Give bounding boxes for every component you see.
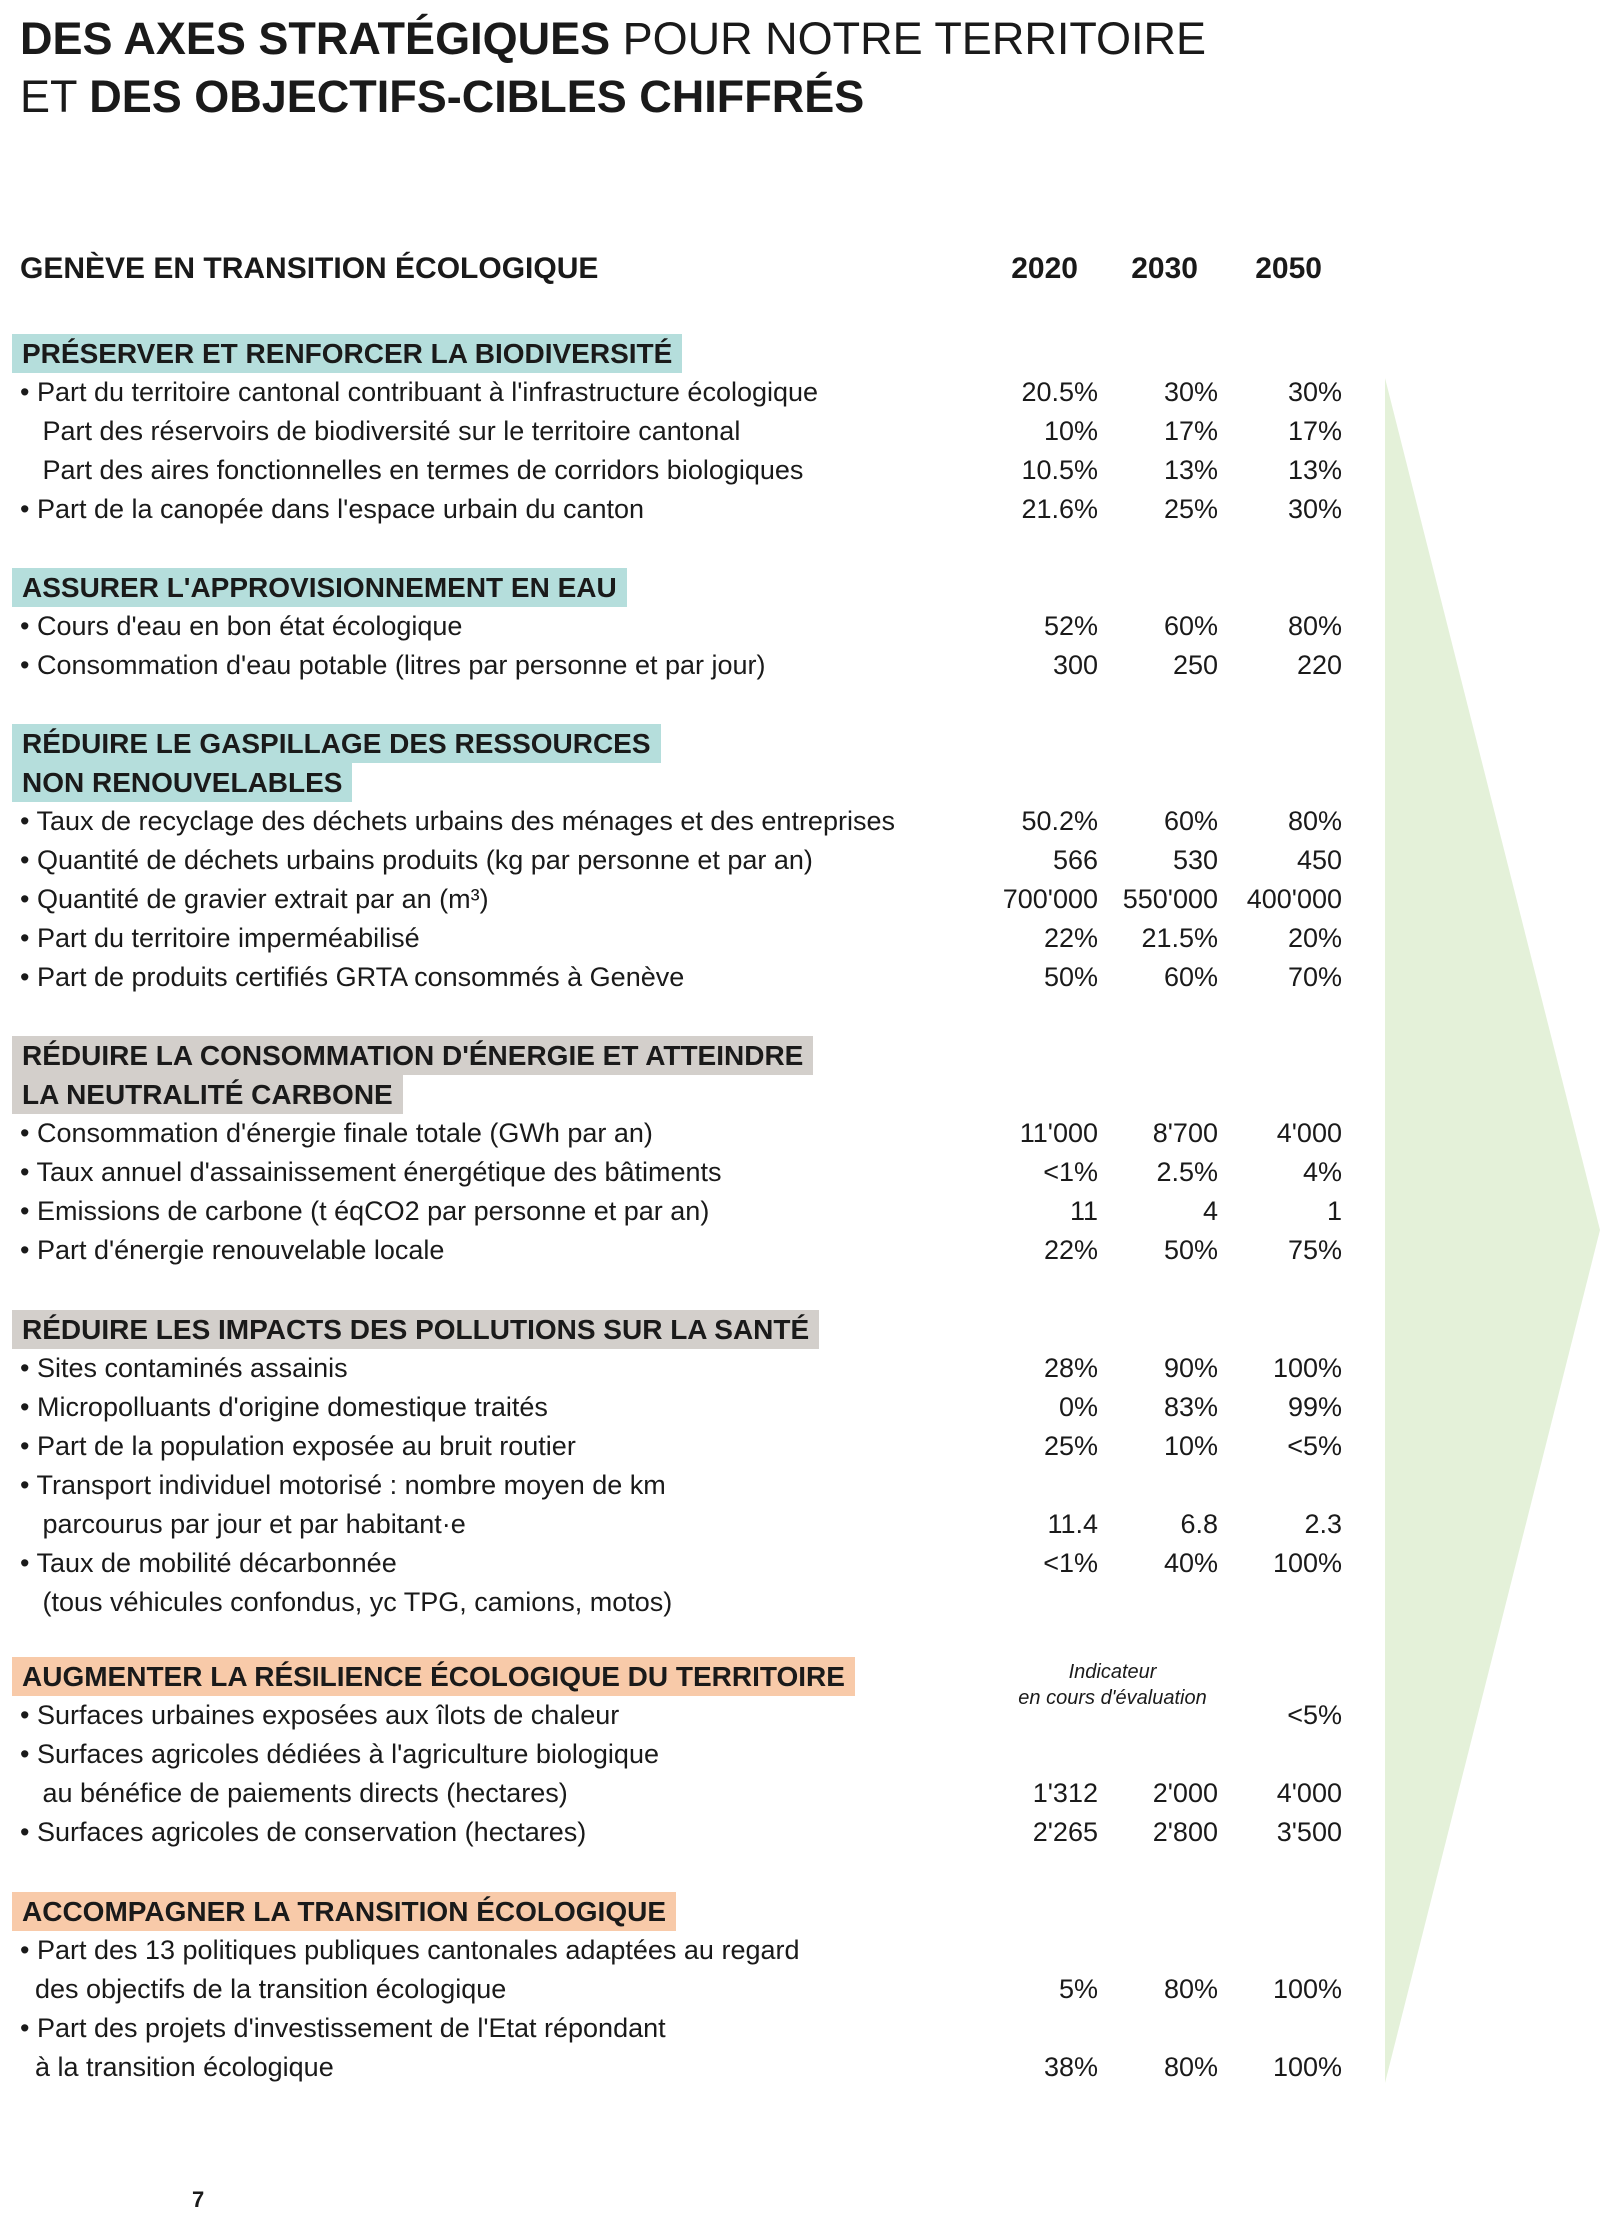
indicator-row: [20, 490, 1340, 529]
year-2030: 2030: [1131, 252, 1198, 285]
value-2020: <1%: [1043, 1157, 1098, 1187]
indicator-row: [20, 919, 1340, 958]
value-2030: 50%: [1163, 1235, 1218, 1265]
value-2050: 20%: [1287, 923, 1342, 953]
indicator-row: [20, 1583, 1340, 1622]
indicator-row: [20, 1349, 1340, 1388]
indicator-row: [20, 1192, 1340, 1231]
value-2050: 4'000: [1276, 1778, 1342, 1808]
value-2020: <1%: [1043, 1548, 1098, 1578]
indicator-label: Part des aires fonctionnelles en termes de corridors biologiques: [20, 455, 804, 485]
value-2050: 80%: [1287, 611, 1342, 641]
indicator-row: [20, 958, 1340, 997]
indicator-row: [20, 1388, 1340, 1427]
indicator-label: • Taux de mobilité décarbonnée: [20, 1548, 397, 1578]
title-bold-1: DES AXES STRATÉGIQUES: [20, 13, 611, 64]
value-2030: 17%: [1163, 416, 1218, 446]
indicator-label: • Consommation d'énergie finale totale (GWh par an): [20, 1118, 653, 1148]
note-line: Indicateur: [1068, 1661, 1157, 1683]
value-2030: 83%: [1163, 1392, 1218, 1422]
year-2020: 2020: [1011, 252, 1078, 285]
value-2030: 4: [1202, 1196, 1218, 1226]
value-2050: 75%: [1287, 1235, 1342, 1265]
value-2050: <5%: [1287, 1700, 1342, 1730]
title-pre-2: ET: [20, 71, 90, 122]
indicator-label: • Cours d'eau en bon état écologique: [20, 611, 463, 641]
value-2020: 38%: [1043, 2052, 1098, 2082]
indicator-row: [20, 2048, 1340, 2087]
value-2050: 100%: [1272, 1548, 1342, 1578]
indicator-label: • Part des projets d'investissement de l'Etat répondant: [20, 2013, 666, 2043]
indicator-label: • Part des 13 politiques publiques cantonales adaptées au regard: [20, 1935, 800, 1965]
title-bold-2: DES OBJECTIFS-CIBLES CHIFFRÉS: [89, 71, 865, 122]
value-2030: 2'000: [1152, 1778, 1218, 1808]
indicator-row: [20, 1813, 1340, 1852]
value-2030: 30%: [1163, 377, 1218, 407]
value-2030: 2'800: [1152, 1817, 1218, 1847]
value-2020: 2'265: [1032, 1817, 1098, 1847]
value-2050: 4'000: [1276, 1118, 1342, 1148]
value-2030: 40%: [1163, 1548, 1218, 1578]
indicator-label: au bénéfice de paiements directs (hectares): [20, 1778, 568, 1808]
indicator-row: [20, 1153, 1340, 1192]
value-2050: 1: [1326, 1196, 1342, 1226]
indicator-row: [20, 1231, 1340, 1270]
value-2020: 52%: [1043, 611, 1098, 641]
indicator-label: Part des réservoirs de biodiversité sur le territoire cantonal: [20, 416, 741, 446]
indicator-row: [20, 451, 1340, 490]
indicator-row: [20, 1696, 1340, 1735]
value-2030: 530: [1172, 845, 1218, 875]
value-2030: 8'700: [1152, 1118, 1218, 1148]
indicator-label: des objectifs de la transition écologique: [20, 1974, 507, 2004]
year-2050: 2050: [1255, 252, 1322, 285]
value-2050: 13%: [1287, 455, 1342, 485]
indicator-label: • Part de la population exposée au bruit routier: [20, 1431, 576, 1461]
value-2050: 100%: [1272, 1353, 1342, 1383]
indicator-label: • Consommation d'eau potable (litres par personne et par jour): [20, 650, 766, 680]
value-2020: 566: [1052, 845, 1098, 875]
indicator-row: [20, 1931, 1340, 1970]
indicator-row: [20, 1970, 1340, 2009]
indicator-label: • Surfaces agricoles de conservation (hectares): [20, 1817, 587, 1847]
section-heading: RÉDUIRE LA CONSOMMATION D'ÉNERGIE ET ATTEINDRE: [12, 1036, 813, 1075]
value-2020: 300: [1052, 650, 1098, 680]
value-2050: 17%: [1287, 416, 1342, 446]
value-2020: 22%: [1043, 1235, 1098, 1265]
value-2030: 80%: [1163, 1974, 1218, 2004]
value-2030: 250: [1172, 650, 1218, 680]
value-2020: 11: [1069, 1196, 1098, 1226]
indicator-label: • Emissions de carbone (t éqCO2 par personne et par an): [20, 1196, 710, 1226]
value-2050: 3'500: [1276, 1817, 1342, 1847]
value-2020: 50.2%: [1021, 806, 1098, 836]
indicator-row: [20, 646, 1340, 685]
title-rest-1: POUR NOTRE TERRITOIRE: [610, 13, 1207, 64]
section-heading: RÉDUIRE LES IMPACTS DES POLLUTIONS SUR LA SANTÉ: [12, 1310, 819, 1349]
value-2050: 99%: [1287, 1392, 1342, 1422]
value-2020: 700'000: [1002, 884, 1098, 914]
indicator-label: • Surfaces agricoles dédiées à l'agriculture biologique: [20, 1739, 659, 1769]
value-2020: 10.5%: [1021, 455, 1098, 485]
indicator-label: • Part de la canopée dans l'espace urbain du canton: [20, 494, 645, 524]
indicator-label: • Surfaces urbaines exposées aux îlots de chaleur: [20, 1700, 620, 1730]
value-2030: 2.5%: [1156, 1157, 1218, 1187]
value-2050: 80%: [1287, 806, 1342, 836]
value-2050: 70%: [1287, 962, 1342, 992]
value-2030: 10%: [1163, 1431, 1218, 1461]
section-heading: AUGMENTER LA RÉSILIENCE ÉCOLOGIQUE DU TERRITOIRE: [12, 1657, 855, 1696]
indicator-row: [20, 1427, 1340, 1466]
value-2030: 60%: [1163, 962, 1218, 992]
value-2050: 220: [1296, 650, 1342, 680]
indicator-row: [20, 1735, 1340, 1774]
indicator-row: [20, 1544, 1340, 1583]
value-2020: 25%: [1043, 1431, 1098, 1461]
indicator-label: • Part de produits certifiés GRTA consommés à Genève: [20, 962, 685, 992]
section-heading: LA NEUTRALITÉ CARBONE: [12, 1075, 403, 1114]
indicator-label: • Transport individuel motorisé : nombre moyen de km: [20, 1470, 666, 1500]
value-2050: 100%: [1272, 1974, 1342, 2004]
value-2030: 60%: [1163, 611, 1218, 641]
section-heading: NON RENOUVELABLES: [12, 763, 352, 802]
value-2030: 550'000: [1122, 884, 1218, 914]
value-2020: 11.4: [1047, 1509, 1098, 1539]
value-2030: 90%: [1163, 1353, 1218, 1383]
value-2020: 0%: [1058, 1392, 1098, 1422]
value-2020: 28%: [1043, 1353, 1098, 1383]
indicator-label: • Sites contaminés assainis: [20, 1353, 348, 1383]
value-2050: <5%: [1287, 1431, 1342, 1461]
indicator-row: [20, 373, 1340, 412]
value-2030: 80%: [1163, 2052, 1218, 2082]
indicator-label: • Quantité de gravier extrait par an (m³): [20, 884, 489, 914]
value-2020: 5%: [1058, 1974, 1098, 2004]
indicator-row: [20, 1114, 1340, 1153]
indicator-row: [20, 1774, 1340, 1813]
value-2020: 11'000: [1019, 1118, 1098, 1148]
note-line: en cours d'évaluation: [1018, 1687, 1207, 1709]
indicator-label: • Micropolluants d'origine domestique traités: [20, 1392, 548, 1422]
value-2020: 50%: [1043, 962, 1098, 992]
table-title: GENÈVE EN TRANSITION ÉCOLOGIQUE: [20, 252, 599, 285]
indicator-label: • Taux de recyclage des déchets urbains des ménages et des entreprises: [20, 806, 895, 836]
page-number: 7: [192, 2187, 205, 2212]
section-heading: ACCOMPAGNER LA TRANSITION ÉCOLOGIQUE: [12, 1892, 676, 1931]
indicator-row: [20, 607, 1340, 646]
indicator-label: • Part du territoire imperméabilisé: [20, 923, 420, 953]
indicator-row: [20, 412, 1340, 451]
value-2020: 10%: [1043, 416, 1098, 446]
section-heading: RÉDUIRE LE GASPILLAGE DES RESSOURCES: [12, 724, 661, 763]
indicator-row: [20, 880, 1340, 919]
value-2050: 30%: [1287, 494, 1342, 524]
value-2050: 100%: [1272, 2052, 1342, 2082]
value-2030: 25%: [1163, 494, 1218, 524]
value-2020: 1'312: [1032, 1778, 1098, 1808]
indicator-row: [20, 1466, 1340, 1505]
indicator-label: parcourus par jour et par habitant·e: [20, 1509, 466, 1539]
indicator-label: à la transition écologique: [20, 2052, 334, 2082]
indicator-row: [20, 2009, 1340, 2048]
section-heading: ASSURER L'APPROVISIONNEMENT EN EAU: [12, 568, 627, 607]
value-2020: 20.5%: [1021, 377, 1098, 407]
value-2050: 2.3: [1304, 1509, 1342, 1539]
value-2050: 400'000: [1246, 884, 1342, 914]
value-2020: 21.6%: [1021, 494, 1098, 524]
indicator-label: • Part du territoire cantonal contribuant à l'infrastructure écologique: [20, 377, 819, 407]
value-2020: 22%: [1043, 923, 1098, 953]
value-2050: 450: [1296, 845, 1342, 875]
indicator-row: [20, 1505, 1340, 1544]
value-2050: 30%: [1287, 377, 1342, 407]
section-heading: PRÉSERVER ET RENFORCER LA BIODIVERSITÉ: [12, 334, 682, 373]
indicator-label: • Taux annuel d'assainissement énergétique des bâtiments: [20, 1157, 722, 1187]
indicator-label: • Quantité de déchets urbains produits (kg par personne et par an): [20, 845, 813, 875]
value-2030: 21.5%: [1141, 923, 1218, 953]
indicator-row: [20, 841, 1340, 880]
indicator-label: (tous véhicules confondus, yc TPG, camions, motos): [20, 1587, 673, 1617]
indicator-label: • Part d'énergie renouvelable locale: [20, 1235, 445, 1265]
value-2030: 60%: [1163, 806, 1218, 836]
value-2030: 6.8: [1180, 1509, 1218, 1539]
indicator-row: [20, 802, 1340, 841]
value-2030: 13%: [1163, 455, 1218, 485]
value-2050: 4%: [1302, 1157, 1342, 1187]
